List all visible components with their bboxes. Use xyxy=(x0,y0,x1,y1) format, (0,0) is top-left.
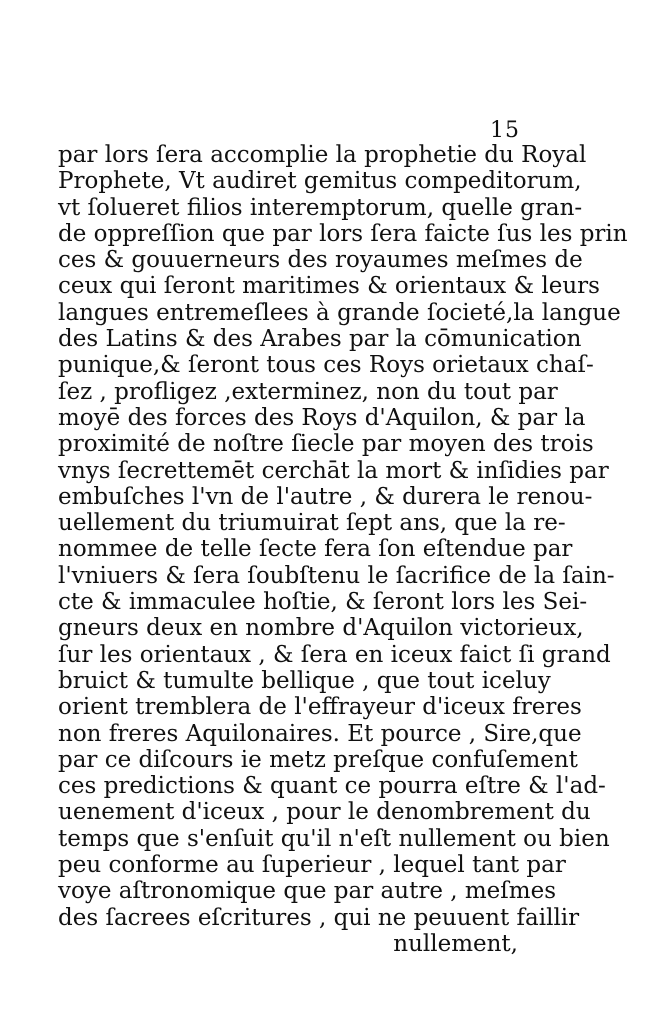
text-line: nommee de telle ſecte fera ſon eſtendue par xyxy=(58,536,573,563)
text-line: uenement d'iceux , pour le denombrement du xyxy=(58,799,591,826)
text-line: langues entremeſlees à grande ſocieté,la langue xyxy=(58,299,621,326)
text-line: temps que s'enſuit qu'il n'eſt nullement ou bien xyxy=(58,825,610,852)
text-line: cte & immaculee hoſtie, & ſeront lors les Sei- xyxy=(58,589,588,616)
text-line: moyē des forces des Roys d'Aquilon, & par la xyxy=(58,404,586,431)
text-line: non freres Aquilonaires. Et pource , Sire,que xyxy=(58,720,582,747)
text-line: bruict & tumulte bellique , que tout iceluy xyxy=(58,667,551,694)
text-line: voye aſtronomique que par autre , meſmes xyxy=(58,878,557,905)
text-line: ces & gouuerneurs des royaumes meſmes de xyxy=(58,247,583,274)
text-line: de oppreſſion que par lors ſera faicte ſus les prin xyxy=(58,220,628,247)
text-line: peu conforme au ſuperieur , lequel tant par xyxy=(58,852,566,879)
text-line: par lors ſera accomplie la prophetie du Royal xyxy=(58,142,587,168)
text-line: ceux qui ſeront maritimes & orientaux & leurs xyxy=(58,273,600,300)
text-line: Prophete, Vt audiret gemitus compeditorum, xyxy=(58,168,582,195)
text-line: vt ſolueret filios interemptorum, quelle gran- xyxy=(58,194,583,221)
text-line: embuſches l'vn de l'autre , & durera le renou- xyxy=(58,483,593,510)
text-line: ſez , profligez ,exterminez, non du tout par xyxy=(58,378,558,405)
text-line: des Latins & des Arabes par la cōmunication xyxy=(58,326,582,353)
catchword: nullement, xyxy=(393,930,518,957)
text-line: ces predictions & quant ce pourra eſtre & l'ad- xyxy=(58,773,606,800)
text-line: l'vniuers & ſera ſoubſtenu le ſacrifice de la ſain- xyxy=(58,562,615,589)
text-line: uellement du triumuirat ſept ans, que la re- xyxy=(58,510,566,537)
text-line: gneurs deux en nombre d'Aquilon victorieux, xyxy=(58,615,584,642)
body-text xyxy=(58,142,628,957)
text-line: par ce diſcours ie metz preſque confuſement xyxy=(58,746,578,773)
text-line: vnys ſecrettemēt cerchāt la mort & inſidies par xyxy=(58,457,609,484)
text-line: des ſacrees eſcritures , qui ne peuuent faillir xyxy=(58,904,580,931)
text-line: proximité de noſtre ſiecle par moyen des trois xyxy=(58,431,594,458)
text-line: ſur les orientaux , & ſera en iceux faict ſi grand xyxy=(58,641,611,668)
page-number: 15 xyxy=(490,118,520,143)
text-line: punique,& ſeront tous ces Roys orietaux chaſ- xyxy=(58,352,594,379)
text-line: orient tremblera de l'effrayeur d'iceux freres xyxy=(58,694,582,721)
